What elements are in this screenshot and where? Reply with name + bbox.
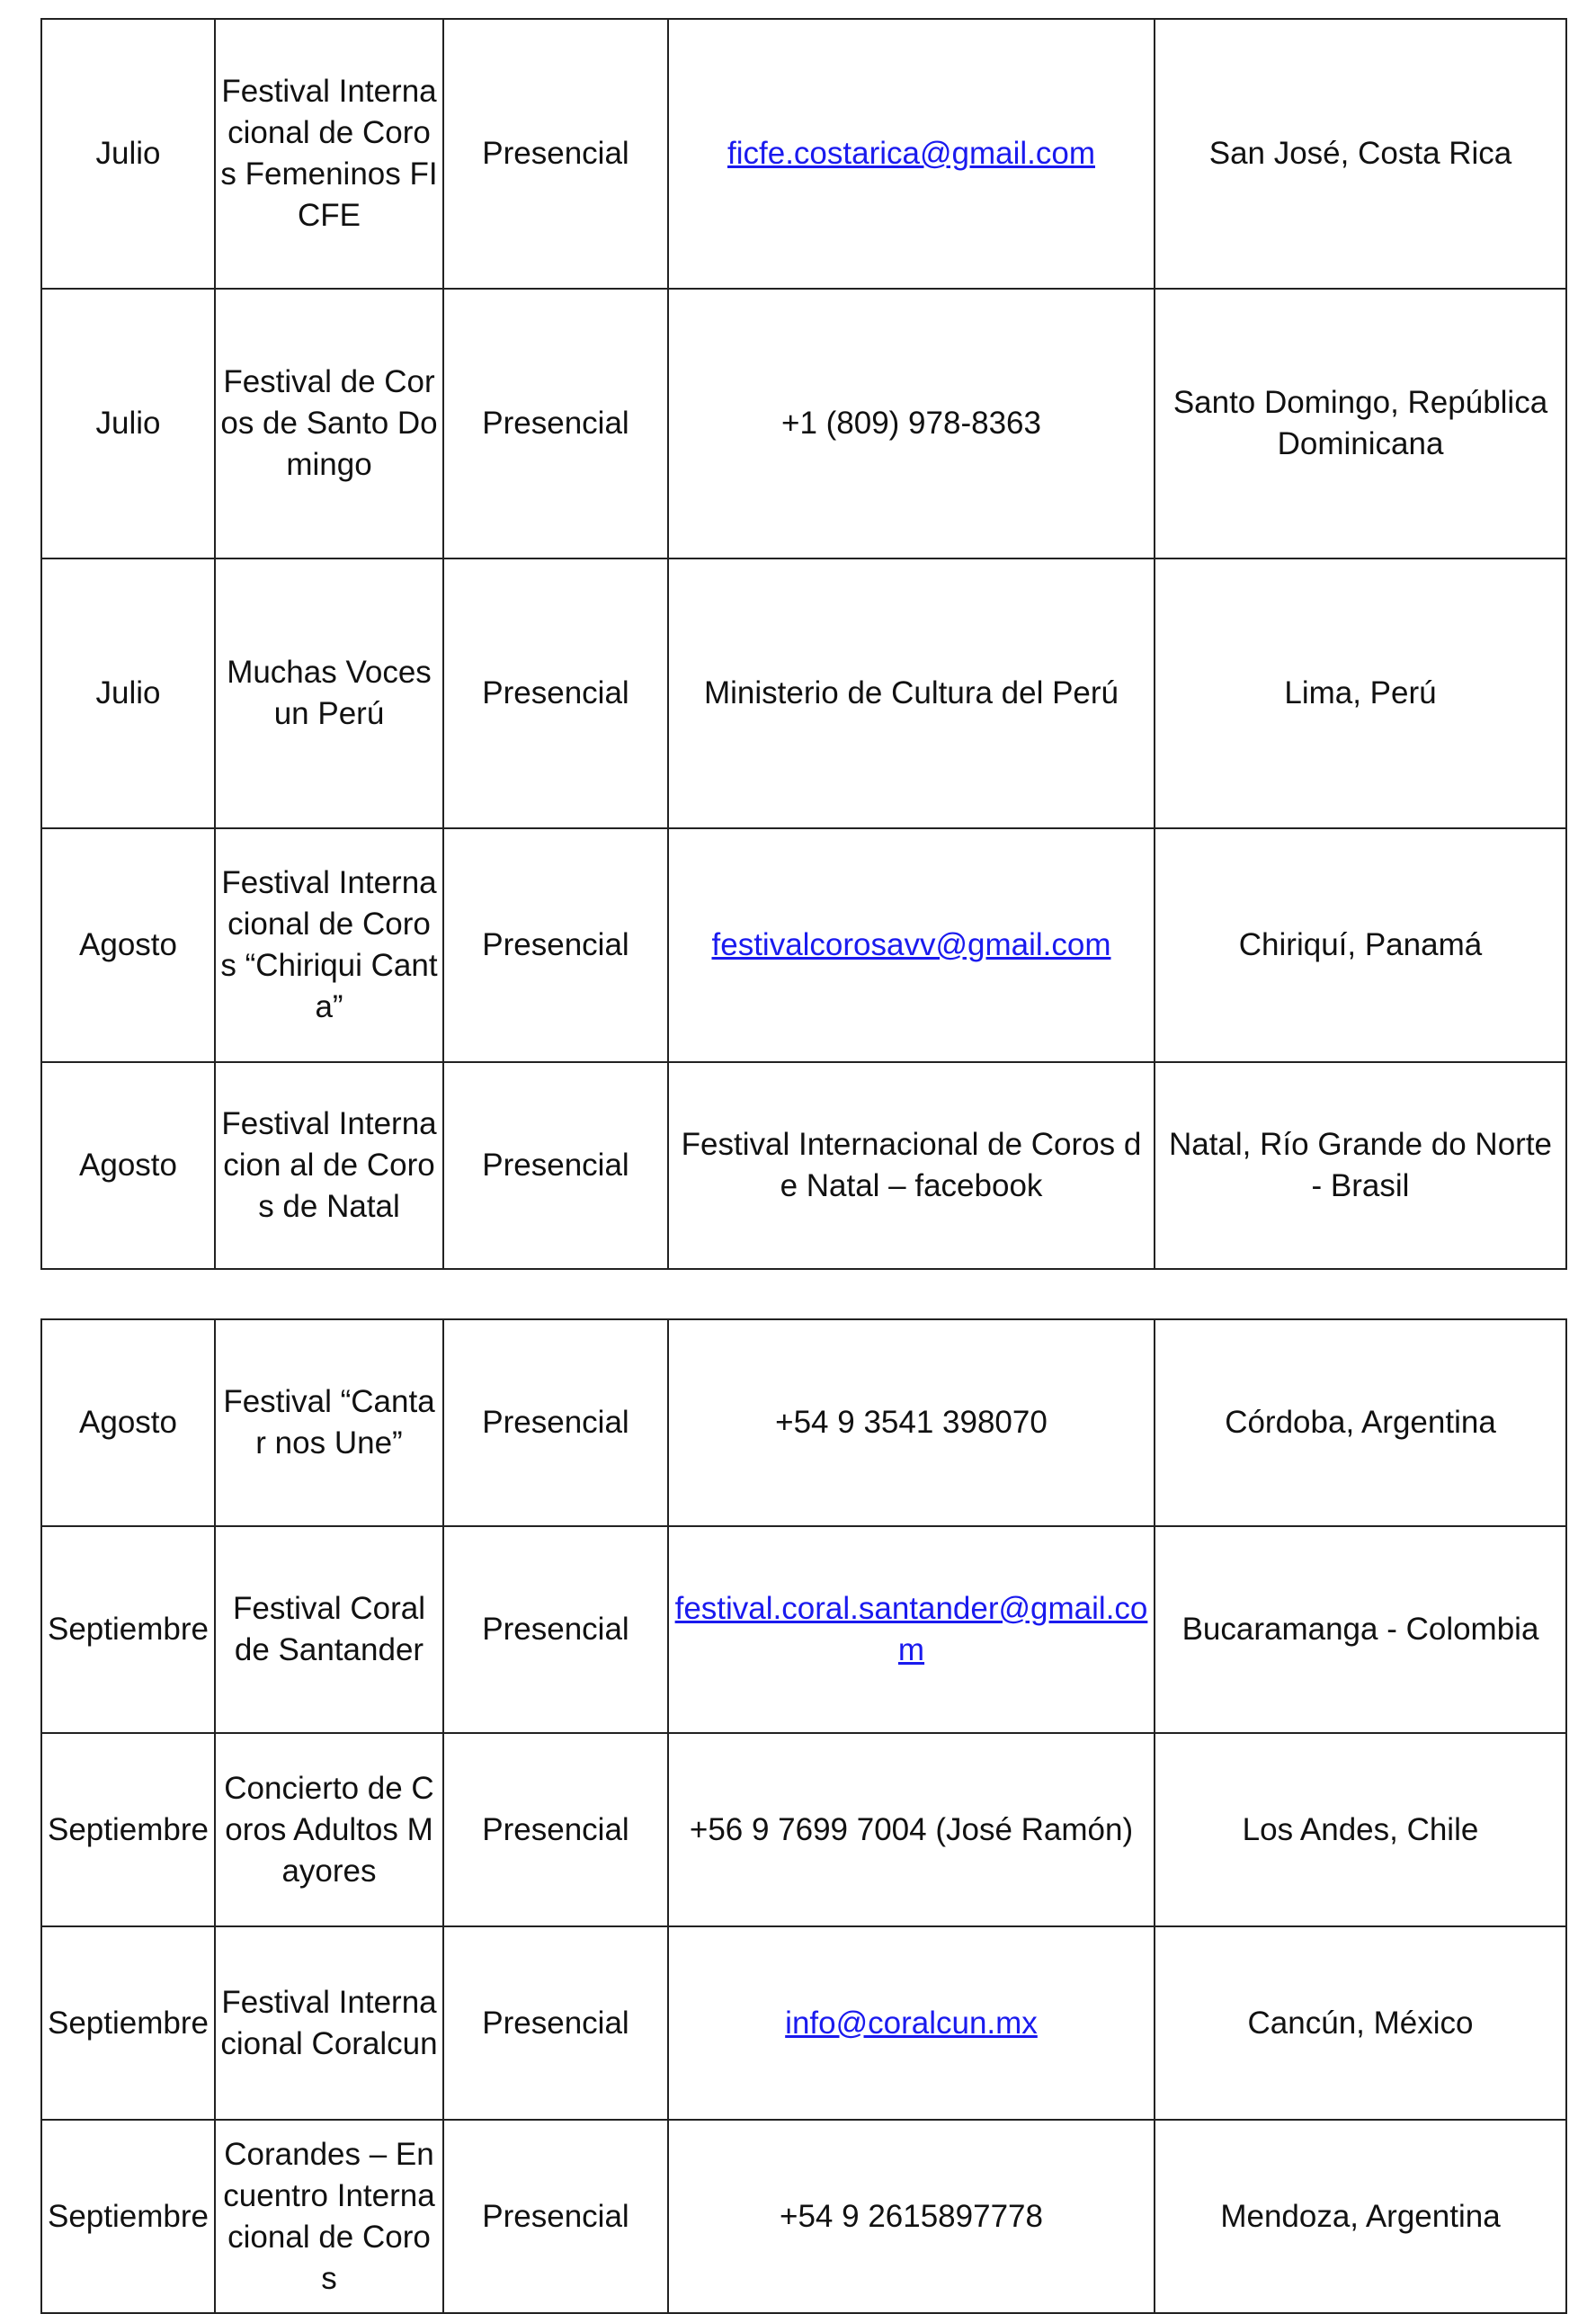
table-row xyxy=(41,558,1566,828)
mode-cell: Presencial xyxy=(443,19,668,289)
month-cell: Julio xyxy=(41,19,215,289)
mode-cell: Presencial xyxy=(443,1926,668,2120)
email-link[interactable]: festivalcorosavv@gmail.com xyxy=(711,927,1111,962)
contact-cell: +54 9 2615897778 xyxy=(668,2120,1155,2313)
event-name-cell: Concierto de Coros Adultos Mayores xyxy=(215,1733,443,1926)
mode-cell: Presencial xyxy=(443,1526,668,1733)
table-row xyxy=(41,1526,1566,1733)
event-name-cell: Festival Internacional Coralcun xyxy=(215,1926,443,2120)
mode-cell: Presencial xyxy=(443,828,668,1062)
month-cell: Julio xyxy=(41,558,215,828)
month-cell: Septiembre xyxy=(41,1926,215,2120)
location-cell: San José, Costa Rica xyxy=(1155,19,1566,289)
mode-cell: Presencial xyxy=(443,2120,668,2313)
mode-cell: Presencial xyxy=(443,558,668,828)
location-cell: Lima, Perú xyxy=(1155,558,1566,828)
month-cell: Agosto xyxy=(41,1319,215,1526)
event-name-cell: Festival de Coros de Santo Domingo xyxy=(215,289,443,558)
month-cell: Septiembre xyxy=(41,1526,215,1733)
month-cell: Julio xyxy=(41,289,215,558)
contact-cell: Festival Internacional de Coros de Natal – facebook xyxy=(668,1062,1155,1269)
table-row xyxy=(41,1319,1566,1526)
month-cell: Agosto xyxy=(41,1062,215,1269)
mode-cell: Presencial xyxy=(443,1062,668,1269)
location-cell: Cancún, México xyxy=(1155,1926,1566,2120)
month-cell: Agosto xyxy=(41,828,215,1062)
contact-cell xyxy=(668,828,1155,1062)
table-row xyxy=(41,19,1566,289)
contact-cell xyxy=(668,1526,1155,1733)
table-row xyxy=(41,828,1566,1062)
location-cell: Santo Domingo, República Dominicana xyxy=(1155,289,1566,558)
month-cell: Septiembre xyxy=(41,1733,215,1926)
contact-cell: +56 9 7699 7004 (José Ramón) xyxy=(668,1733,1155,1926)
email-link[interactable]: info@coralcun.mx xyxy=(785,2005,1038,2041)
events-table-1 xyxy=(40,18,1567,1270)
location-cell: Los Andes, Chile xyxy=(1155,1733,1566,1926)
event-name-cell: Corandes – Encuentro Internacional de Coros xyxy=(215,2120,443,2313)
mode-cell: Presencial xyxy=(443,1319,668,1526)
event-name-cell: Festival Internacion al de Coros de Natal xyxy=(215,1062,443,1269)
location-cell: Natal, Río Grande do Norte - Brasil xyxy=(1155,1062,1566,1269)
contact-cell: +54 9 3541 398070 xyxy=(668,1319,1155,1526)
month-cell: Septiembre xyxy=(41,2120,215,2313)
event-name-cell: Festival “Cantar nos Une” xyxy=(215,1319,443,1526)
location-cell: Mendoza, Argentina xyxy=(1155,2120,1566,2313)
email-link[interactable]: festival.coral.santander@gmail.com xyxy=(674,1591,1148,1667)
table-row xyxy=(41,1926,1566,2120)
event-name-cell: Festival Coral de Santander xyxy=(215,1526,443,1733)
contact-cell: Ministerio de Cultura del Perú xyxy=(668,558,1155,828)
event-name-cell: Festival Internacional de Coros Femeninos FICFE xyxy=(215,19,443,289)
table-row xyxy=(41,2120,1566,2313)
mode-cell: Presencial xyxy=(443,1733,668,1926)
location-cell: Córdoba, Argentina xyxy=(1155,1319,1566,1526)
location-cell: Bucaramanga - Colombia xyxy=(1155,1526,1566,1733)
location-cell: Chiriquí, Panamá xyxy=(1155,828,1566,1062)
contact-cell: +1 (809) 978-8363 xyxy=(668,289,1155,558)
event-name-cell: Muchas Voces un Perú xyxy=(215,558,443,828)
contact-cell xyxy=(668,1926,1155,2120)
email-link[interactable]: ficfe.costarica@gmail.com xyxy=(727,136,1095,171)
event-name-cell: Festival Internacional de Coros “Chiriqui Canta” xyxy=(215,828,443,1062)
events-table-2 xyxy=(40,1318,1567,2314)
table-row xyxy=(41,1733,1566,1926)
table-row xyxy=(41,1062,1566,1269)
contact-cell xyxy=(668,19,1155,289)
table-row xyxy=(41,289,1566,558)
mode-cell: Presencial xyxy=(443,289,668,558)
